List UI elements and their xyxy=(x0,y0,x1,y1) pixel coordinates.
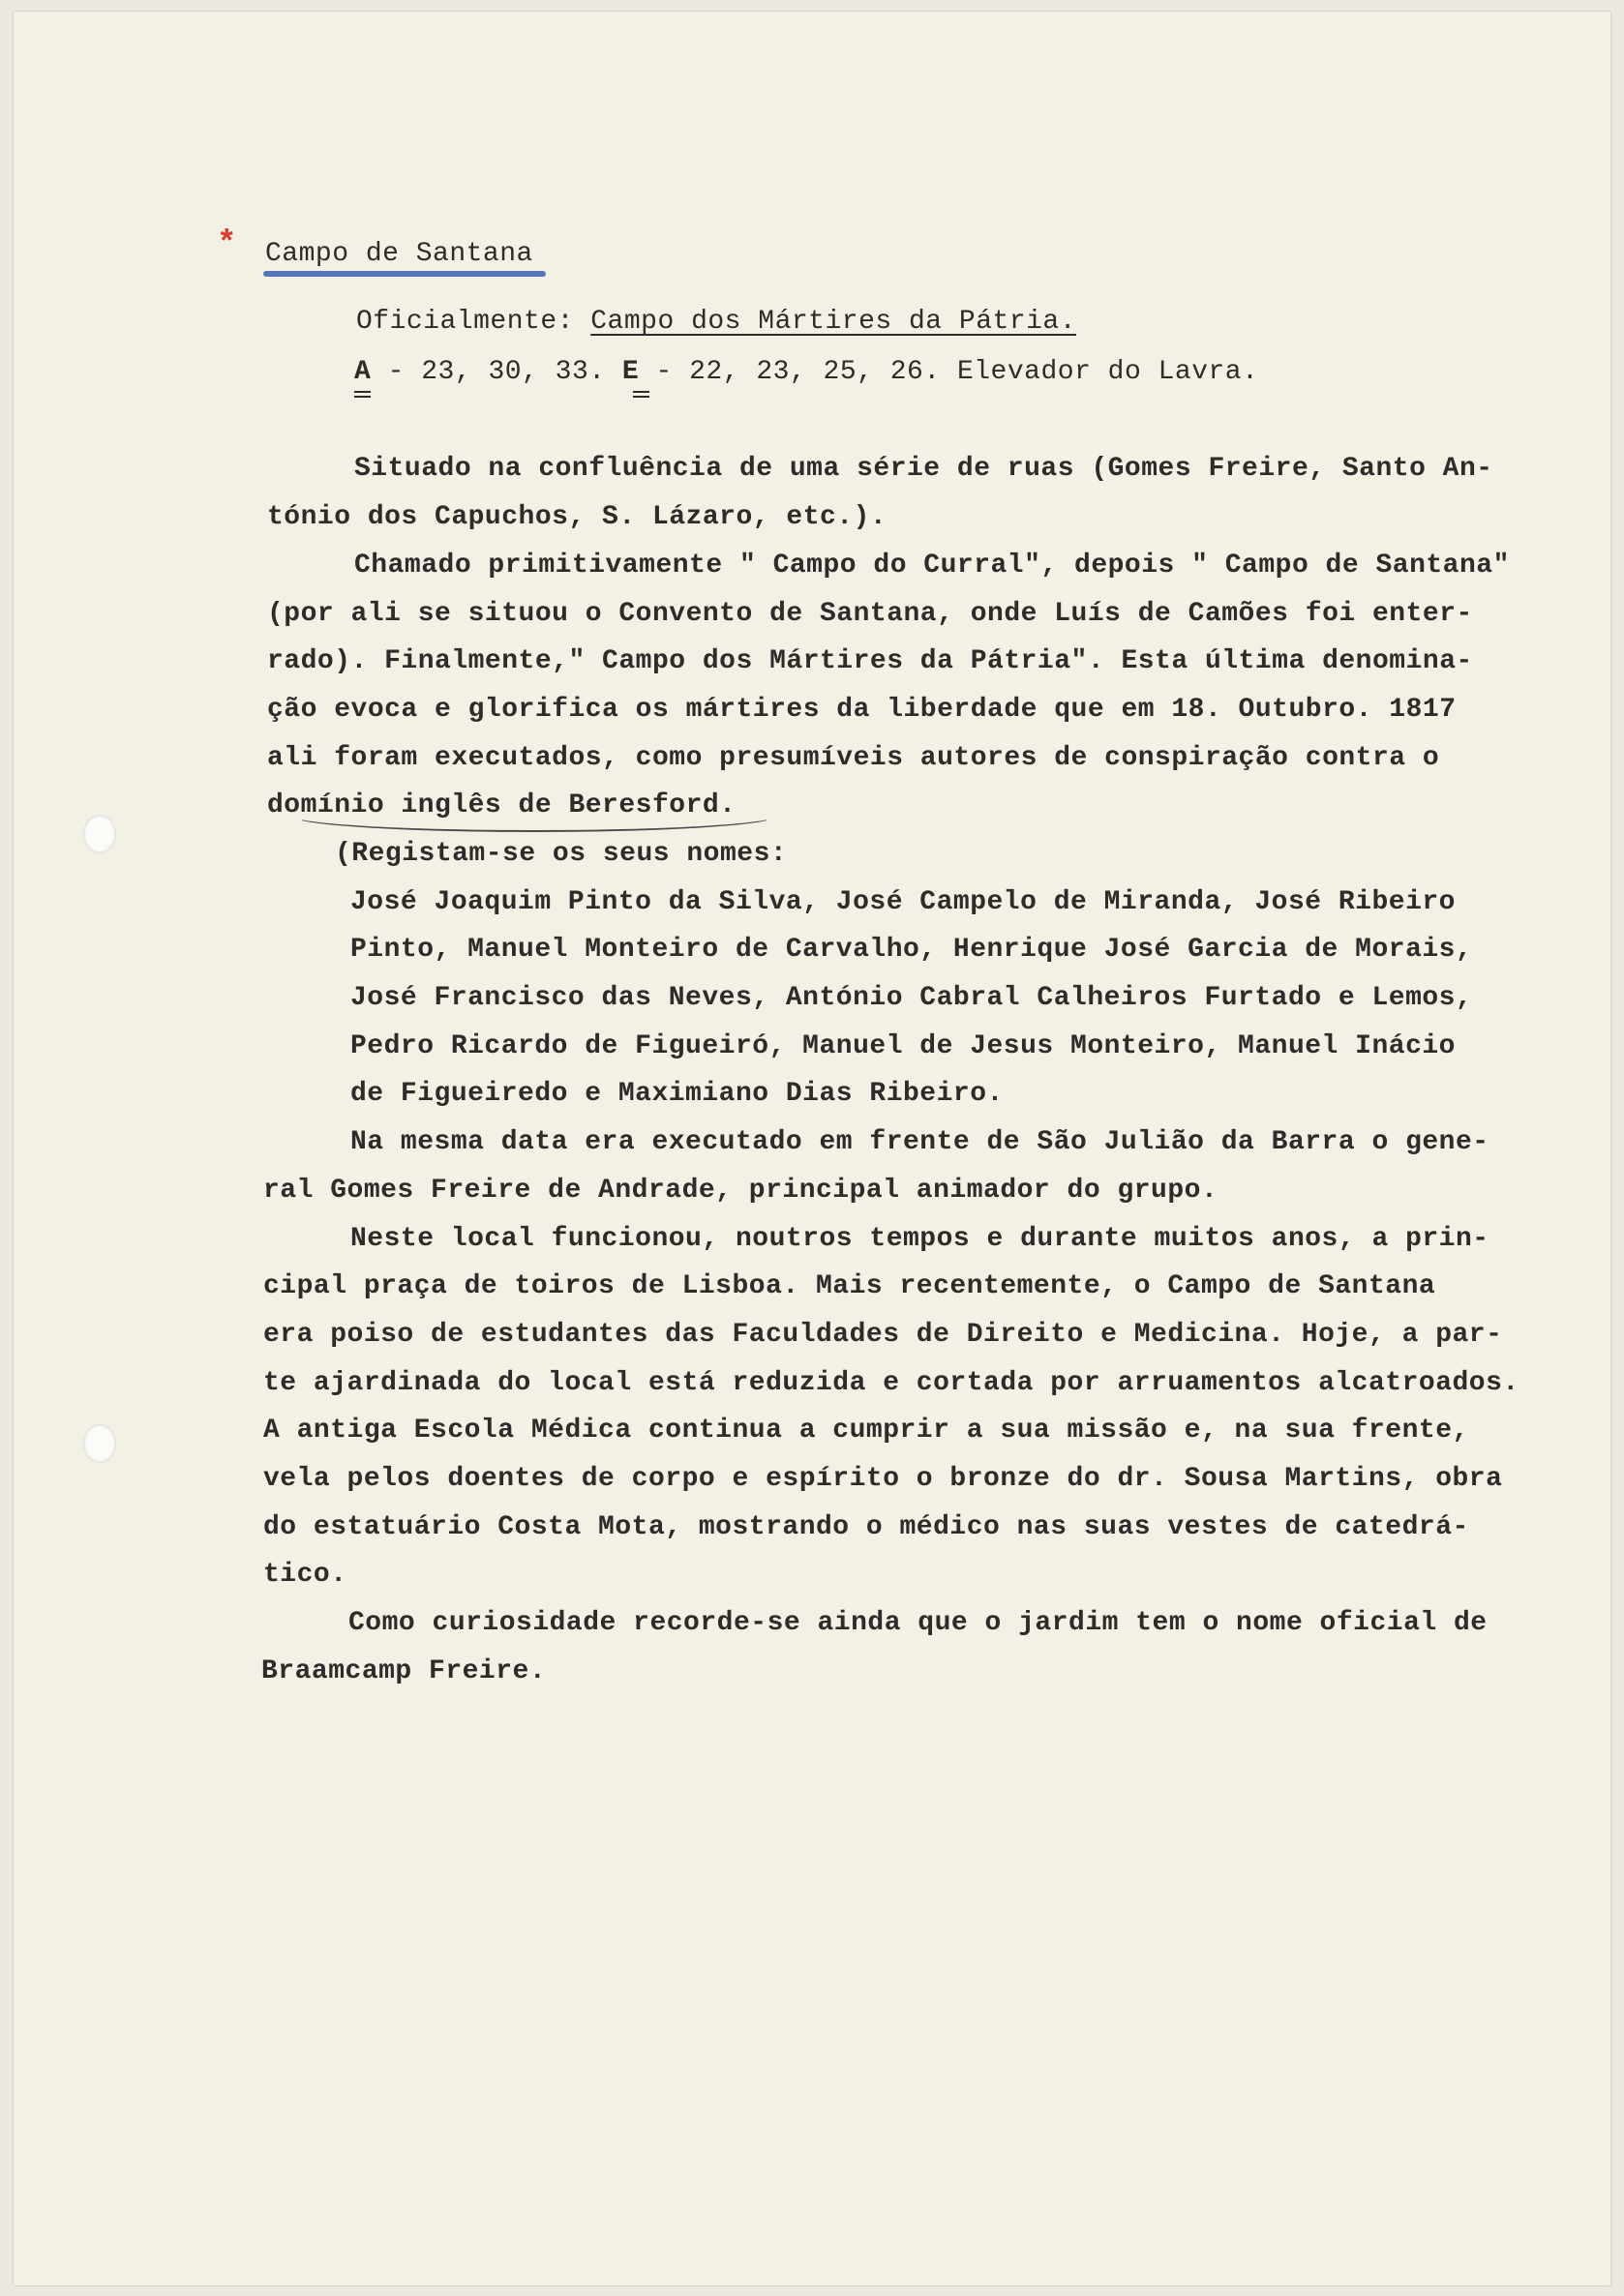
paragraph-line: do estatuário Costa Mota, mostrando o médico nas suas vestes de catedrá- xyxy=(263,1512,1469,1542)
official-line xyxy=(356,306,1076,339)
paragraph-line: A antiga Escola Médica continua a cumprir a sua missão e, na sua frente, xyxy=(263,1416,1469,1446)
paragraph-line: cipal praça de toiros de Lisboa. Mais recentemente, o Campo de Santana xyxy=(263,1271,1436,1301)
paragraph-line: era poiso de estudantes das Faculdades de Direito e Medicina. Hoje, a par- xyxy=(263,1320,1503,1350)
punch-hole xyxy=(83,815,116,853)
punch-hole xyxy=(83,1424,116,1463)
paragraph-line: Neste local funcionou, noutros tempos e durante muitos anos, a prin- xyxy=(350,1224,1489,1254)
title-underline xyxy=(263,271,546,277)
paragraph-line: Pinto, Manuel Monteiro de Carvalho, Henrique José Garcia de Morais, xyxy=(350,935,1473,965)
official-label: Oficialmente: xyxy=(356,307,574,337)
paragraph-line: Pedro Ricardo de Figueiró, Manuel de Jesus Monteiro, Manuel Inácio xyxy=(350,1031,1456,1061)
paragraph-line: ral Gomes Freire de Andrade, principal animador do grupo. xyxy=(263,1176,1218,1206)
paragraph-line: José Joaquim Pinto da Silva, José Campelo de Miranda, José Ribeiro xyxy=(350,887,1456,917)
paragraph-line: de Figueiredo e Maximiano Dias Ribeiro. xyxy=(350,1079,1004,1109)
paragraph-line: Na mesma data era executado em frente de São Julião da Barra o gene- xyxy=(350,1127,1489,1157)
transport-e-lines: - 22, 23, 25, 26. Elevador do Lavra. xyxy=(655,357,1259,387)
e-double-underline xyxy=(633,391,649,393)
paragraph-line: tónio dos Capuchos, S. Lázaro, etc.). xyxy=(267,502,887,532)
official-name: Campo dos Mártires da Pátria. xyxy=(590,307,1077,337)
paragraph-line: vela pelos doentes de corpo e espírito o bronze do dr. Sousa Martins, obra xyxy=(263,1464,1503,1494)
paragraph-line: Como curiosidade recorde-se ainda que o jardim tem o nome oficial de xyxy=(348,1608,1488,1638)
paragraph-line: ção evoca e glorifica os mártires da liberdade que em 18. Outubro. 1817 xyxy=(267,695,1457,725)
paragraph-line: Braamcamp Freire. xyxy=(261,1656,547,1686)
transport-a-label: A xyxy=(354,357,372,387)
paragraph-line: rado). Finalmente," Campo dos Mártires da Pátria". Esta última denomina- xyxy=(267,646,1473,676)
paragraph-line: (por ali se situou o Convento de Santana, onde Luís de Camões foi enter- xyxy=(267,599,1473,629)
paragraph-line: (Registam-se os seus nomes: xyxy=(335,839,788,869)
a-double-underline xyxy=(354,396,371,398)
transport-line xyxy=(354,356,1258,389)
transport-e-label: E xyxy=(621,357,640,387)
e-double-underline xyxy=(633,396,649,398)
paragraph-line: José Francisco das Neves, António Cabral Calheiros Furtado e Lemos, xyxy=(350,983,1473,1013)
paragraph-line: te ajardinada do local está reduzida e cortada por arruamentos alcatroados. xyxy=(263,1368,1519,1398)
paragraph-line: Chamado primitivamente " Campo do Curral", depois " Campo de Santana" xyxy=(354,551,1510,581)
document-title: Campo de Santana xyxy=(265,239,533,269)
transport-a-lines: - 23, 30, 33. xyxy=(387,357,606,387)
pencil-bracket xyxy=(290,799,778,832)
paragraph-line: Situado na confluência de uma série de ruas (Gomes Freire, Santo An- xyxy=(354,454,1493,484)
a-double-underline xyxy=(354,391,371,393)
paragraph-line: ali foram executados, como presumíveis autores de conspiração contra o xyxy=(267,743,1440,773)
paragraph-line: tico. xyxy=(263,1560,347,1590)
paragraph-line: domínio inglês de Beresford. xyxy=(267,790,737,820)
asterisk-mark: * xyxy=(217,226,237,263)
